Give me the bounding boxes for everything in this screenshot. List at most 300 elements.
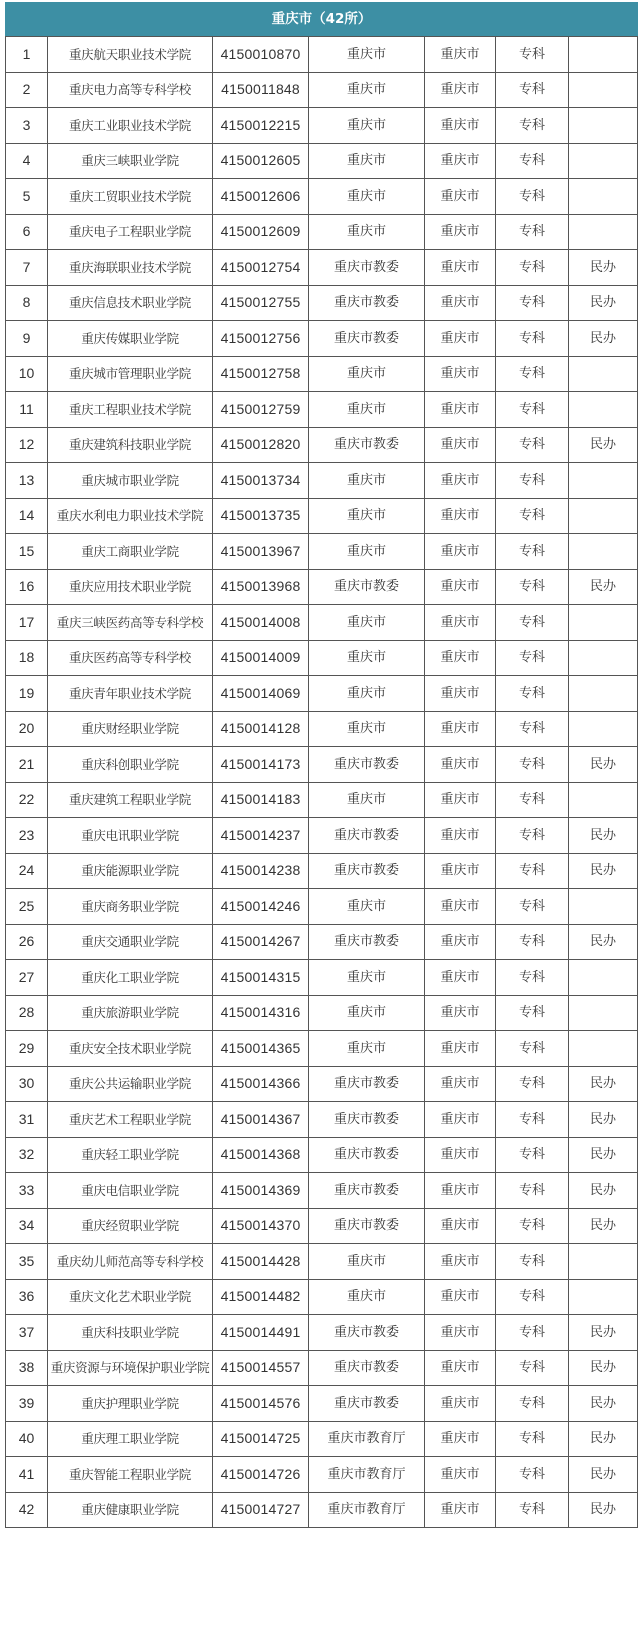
authority: 重庆市教委: [309, 818, 425, 854]
authority: 重庆市: [309, 1279, 425, 1315]
authority: 重庆市: [309, 1244, 425, 1280]
authority: 重庆市教委: [309, 924, 425, 960]
table-row: [6, 747, 638, 783]
authority: 重庆市教委: [309, 1350, 425, 1386]
level: 专科: [496, 1102, 569, 1138]
school-code: 4150014316: [213, 995, 309, 1031]
school-code: 4150014173: [213, 747, 309, 783]
city: 重庆市: [425, 1315, 496, 1351]
school-code: 4150014183: [213, 782, 309, 818]
note: [569, 143, 638, 179]
row-number: 20: [6, 711, 48, 747]
city: 重庆市: [425, 924, 496, 960]
row-number: 22: [6, 782, 48, 818]
table-row: [6, 1137, 638, 1173]
schools-table: [5, 2, 638, 1528]
row-number: 2: [6, 72, 48, 108]
school-code: 4150014727: [213, 1492, 309, 1528]
table-row: [6, 1208, 638, 1244]
table-row: [6, 569, 638, 605]
school-name: 重庆轻工职业学院: [48, 1137, 213, 1173]
table-row: [6, 498, 638, 534]
school-code: 4150014069: [213, 676, 309, 712]
school-name: 重庆文化艺术职业学院: [48, 1279, 213, 1315]
table-row: [6, 427, 638, 463]
row-number: 36: [6, 1279, 48, 1315]
level: 专科: [496, 818, 569, 854]
level: 专科: [496, 463, 569, 499]
school-code: 4150012759: [213, 392, 309, 428]
level: 专科: [496, 498, 569, 534]
note: 民办: [569, 818, 638, 854]
table-row: [6, 250, 638, 286]
school-name: 重庆电讯职业学院: [48, 818, 213, 854]
school-name: 重庆科创职业学院: [48, 747, 213, 783]
authority: 重庆市: [309, 143, 425, 179]
note: [569, 179, 638, 215]
authority: 重庆市教委: [309, 1102, 425, 1138]
note: 民办: [569, 924, 638, 960]
authority: 重庆市教委: [309, 1315, 425, 1351]
level: 专科: [496, 1066, 569, 1102]
city: 重庆市: [425, 179, 496, 215]
school-code: 4150014482: [213, 1279, 309, 1315]
school-code: 4150012606: [213, 179, 309, 215]
row-number: 11: [6, 392, 48, 428]
row-number: 16: [6, 569, 48, 605]
table-row: [6, 392, 638, 428]
row-number: 33: [6, 1173, 48, 1209]
school-name: 重庆建筑工程职业学院: [48, 782, 213, 818]
row-number: 28: [6, 995, 48, 1031]
school-name: 重庆医药高等专科学校: [48, 640, 213, 676]
city: 重庆市: [425, 321, 496, 357]
note: [569, 1244, 638, 1280]
city: 重庆市: [425, 1457, 496, 1493]
school-name: 重庆电力高等专科学校: [48, 72, 213, 108]
level: 专科: [496, 321, 569, 357]
school-name: 重庆电子工程职业学院: [48, 214, 213, 250]
school-name: 重庆科技职业学院: [48, 1315, 213, 1351]
school-name: 重庆交通职业学院: [48, 924, 213, 960]
city: 重庆市: [425, 143, 496, 179]
level: 专科: [496, 1315, 569, 1351]
note: 民办: [569, 1350, 638, 1386]
authority: 重庆市: [309, 356, 425, 392]
table-row: [6, 676, 638, 712]
row-number: 6: [6, 214, 48, 250]
table-row: [6, 463, 638, 499]
authority: 重庆市: [309, 214, 425, 250]
city: 重庆市: [425, 782, 496, 818]
school-code: 4150014008: [213, 605, 309, 641]
level: 专科: [496, 1492, 569, 1528]
school-code: 4150014725: [213, 1421, 309, 1457]
city: 重庆市: [425, 1137, 496, 1173]
school-name: 重庆健康职业学院: [48, 1492, 213, 1528]
row-number: 32: [6, 1137, 48, 1173]
row-number: 30: [6, 1066, 48, 1102]
city: 重庆市: [425, 427, 496, 463]
note: [569, 108, 638, 144]
authority: 重庆市: [309, 392, 425, 428]
authority: 重庆市教育厅: [309, 1457, 425, 1493]
row-number: 38: [6, 1350, 48, 1386]
level: 专科: [496, 960, 569, 996]
note: [569, 605, 638, 641]
authority: 重庆市: [309, 498, 425, 534]
school-name: 重庆航天职业技术学院: [48, 37, 213, 73]
city: 重庆市: [425, 1173, 496, 1209]
school-code: 4150014237: [213, 818, 309, 854]
row-number: 37: [6, 1315, 48, 1351]
note: [569, 72, 638, 108]
note: [569, 995, 638, 1031]
city: 重庆市: [425, 250, 496, 286]
level: 专科: [496, 1350, 569, 1386]
row-number: 39: [6, 1386, 48, 1422]
city: 重庆市: [425, 1386, 496, 1422]
table-row: [6, 1350, 638, 1386]
level: 专科: [496, 640, 569, 676]
authority: 重庆市: [309, 605, 425, 641]
table-row: [6, 605, 638, 641]
table-header-row: [6, 3, 638, 37]
note: 民办: [569, 427, 638, 463]
note: [569, 37, 638, 73]
school-name: 重庆理工职业学院: [48, 1421, 213, 1457]
city: 重庆市: [425, 1031, 496, 1067]
city: 重庆市: [425, 569, 496, 605]
note: 民办: [569, 569, 638, 605]
note: [569, 889, 638, 925]
authority: 重庆市: [309, 1031, 425, 1067]
authority: 重庆市教委: [309, 427, 425, 463]
row-number: 34: [6, 1208, 48, 1244]
level: 专科: [496, 1173, 569, 1209]
level: 专科: [496, 1244, 569, 1280]
authority: 重庆市: [309, 72, 425, 108]
authority: 重庆市: [309, 37, 425, 73]
level: 专科: [496, 1208, 569, 1244]
note: [569, 676, 638, 712]
table-row: [6, 1031, 638, 1067]
school-code: 4150013734: [213, 463, 309, 499]
school-code: 4150012820: [213, 427, 309, 463]
row-number: 21: [6, 747, 48, 783]
table-row: [6, 1279, 638, 1315]
table-row: [6, 1421, 638, 1457]
city: 重庆市: [425, 1492, 496, 1528]
city: 重庆市: [425, 1350, 496, 1386]
school-code: 4150014726: [213, 1457, 309, 1493]
school-name: 重庆能源职业学院: [48, 853, 213, 889]
school-code: 4150012754: [213, 250, 309, 286]
level: 专科: [496, 1137, 569, 1173]
city: 重庆市: [425, 853, 496, 889]
school-code: 4150010870: [213, 37, 309, 73]
table-row: [6, 853, 638, 889]
row-number: 27: [6, 960, 48, 996]
authority: 重庆市: [309, 676, 425, 712]
note: 民办: [569, 1173, 638, 1209]
school-code: 4150014366: [213, 1066, 309, 1102]
row-number: 26: [6, 924, 48, 960]
row-number: 10: [6, 356, 48, 392]
row-number: 4: [6, 143, 48, 179]
row-number: 31: [6, 1102, 48, 1138]
table-row: [6, 1244, 638, 1280]
table-row: [6, 1315, 638, 1351]
city: 重庆市: [425, 1421, 496, 1457]
school-code: 4150014491: [213, 1315, 309, 1351]
authority: 重庆市教育厅: [309, 1421, 425, 1457]
note: 民办: [569, 1102, 638, 1138]
school-name: 重庆旅游职业学院: [48, 995, 213, 1031]
level: 专科: [496, 995, 569, 1031]
school-code: 4150014557: [213, 1350, 309, 1386]
school-code: 4150014370: [213, 1208, 309, 1244]
note: 民办: [569, 1137, 638, 1173]
authority: 重庆市教委: [309, 1137, 425, 1173]
school-name: 重庆电信职业学院: [48, 1173, 213, 1209]
row-number: 24: [6, 853, 48, 889]
school-name: 重庆艺术工程职业学院: [48, 1102, 213, 1138]
row-number: 23: [6, 818, 48, 854]
table-row: [6, 72, 638, 108]
school-code: 4150012758: [213, 356, 309, 392]
school-code: 4150014367: [213, 1102, 309, 1138]
note: [569, 356, 638, 392]
table-row: [6, 179, 638, 215]
row-number: 7: [6, 250, 48, 286]
note: [569, 534, 638, 570]
note: 民办: [569, 853, 638, 889]
school-name: 重庆智能工程职业学院: [48, 1457, 213, 1493]
school-name: 重庆传媒职业学院: [48, 321, 213, 357]
table-row: [6, 782, 638, 818]
row-number: 25: [6, 889, 48, 925]
school-name: 重庆资源与环境保护职业学院: [48, 1350, 213, 1386]
row-number: 17: [6, 605, 48, 641]
table-row: [6, 214, 638, 250]
authority: 重庆市教委: [309, 853, 425, 889]
school-name: 重庆三峡医药高等专科学校: [48, 605, 213, 641]
authority: 重庆市教委: [309, 1208, 425, 1244]
level: 专科: [496, 1457, 569, 1493]
row-number: 12: [6, 427, 48, 463]
authority: 重庆市: [309, 463, 425, 499]
city: 重庆市: [425, 711, 496, 747]
authority: 重庆市: [309, 179, 425, 215]
row-number: 41: [6, 1457, 48, 1493]
row-number: 29: [6, 1031, 48, 1067]
school-name: 重庆水利电力职业技术学院: [48, 498, 213, 534]
row-number: 3: [6, 108, 48, 144]
row-number: 19: [6, 676, 48, 712]
level: 专科: [496, 605, 569, 641]
level: 专科: [496, 1386, 569, 1422]
note: 民办: [569, 1457, 638, 1493]
level: 专科: [496, 747, 569, 783]
city: 重庆市: [425, 356, 496, 392]
note: [569, 392, 638, 428]
authority: 重庆市: [309, 711, 425, 747]
level: 专科: [496, 179, 569, 215]
school-code: 4150014315: [213, 960, 309, 996]
school-name: 重庆护理职业学院: [48, 1386, 213, 1422]
city: 重庆市: [425, 1066, 496, 1102]
table-row: [6, 1173, 638, 1209]
authority: 重庆市教委: [309, 569, 425, 605]
row-number: 42: [6, 1492, 48, 1528]
table-row: [6, 1492, 638, 1528]
city: 重庆市: [425, 1102, 496, 1138]
city: 重庆市: [425, 889, 496, 925]
city: 重庆市: [425, 960, 496, 996]
school-name: 重庆财经职业学院: [48, 711, 213, 747]
row-number: 13: [6, 463, 48, 499]
school-code: 4150013735: [213, 498, 309, 534]
table-row: [6, 960, 638, 996]
note: 民办: [569, 1421, 638, 1457]
table-row: [6, 534, 638, 570]
row-number: 15: [6, 534, 48, 570]
city: 重庆市: [425, 1208, 496, 1244]
school-name: 重庆建筑科技职业学院: [48, 427, 213, 463]
table-row: [6, 924, 638, 960]
school-name: 重庆青年职业技术学院: [48, 676, 213, 712]
level: 专科: [496, 250, 569, 286]
row-number: 18: [6, 640, 48, 676]
table-title: 重庆市（42所）: [6, 3, 638, 37]
note: 民办: [569, 321, 638, 357]
authority: 重庆市教委: [309, 250, 425, 286]
school-name: 重庆经贸职业学院: [48, 1208, 213, 1244]
city: 重庆市: [425, 747, 496, 783]
level: 专科: [496, 37, 569, 73]
authority: 重庆市: [309, 782, 425, 818]
level: 专科: [496, 427, 569, 463]
school-code: 4150012215: [213, 108, 309, 144]
city: 重庆市: [425, 676, 496, 712]
school-code: 4150014238: [213, 853, 309, 889]
row-number: 8: [6, 285, 48, 321]
city: 重庆市: [425, 534, 496, 570]
school-name: 重庆幼儿师范高等专科学校: [48, 1244, 213, 1280]
school-code: 4150014267: [213, 924, 309, 960]
level: 专科: [496, 711, 569, 747]
note: 民办: [569, 250, 638, 286]
school-code: 4150013968: [213, 569, 309, 605]
school-name: 重庆信息技术职业学院: [48, 285, 213, 321]
level: 专科: [496, 143, 569, 179]
city: 重庆市: [425, 498, 496, 534]
authority: 重庆市教委: [309, 747, 425, 783]
city: 重庆市: [425, 214, 496, 250]
row-number: 9: [6, 321, 48, 357]
school-name: 重庆工程职业技术学院: [48, 392, 213, 428]
authority: 重庆市: [309, 640, 425, 676]
row-number: 40: [6, 1421, 48, 1457]
authority: 重庆市教委: [309, 321, 425, 357]
table-row: [6, 995, 638, 1031]
note: 民办: [569, 747, 638, 783]
note: [569, 498, 638, 534]
table-row: [6, 356, 638, 392]
school-code: 4150014368: [213, 1137, 309, 1173]
authority: 重庆市: [309, 960, 425, 996]
note: [569, 463, 638, 499]
school-name: 重庆应用技术职业学院: [48, 569, 213, 605]
table-row: [6, 285, 638, 321]
authority: 重庆市教委: [309, 1173, 425, 1209]
table-row: [6, 37, 638, 73]
level: 专科: [496, 1421, 569, 1457]
school-code: 4150014576: [213, 1386, 309, 1422]
school-name: 重庆城市管理职业学院: [48, 356, 213, 392]
table-row: [6, 889, 638, 925]
table-row: [6, 143, 638, 179]
school-name: 重庆工贸职业技术学院: [48, 179, 213, 215]
city: 重庆市: [425, 463, 496, 499]
school-code: 4150011848: [213, 72, 309, 108]
city: 重庆市: [425, 640, 496, 676]
school-name: 重庆化工职业学院: [48, 960, 213, 996]
city: 重庆市: [425, 37, 496, 73]
school-code: 4150014128: [213, 711, 309, 747]
row-number: 1: [6, 37, 48, 73]
level: 专科: [496, 569, 569, 605]
level: 专科: [496, 676, 569, 712]
authority: 重庆市教育厅: [309, 1492, 425, 1528]
city: 重庆市: [425, 1279, 496, 1315]
table-row: [6, 1386, 638, 1422]
level: 专科: [496, 853, 569, 889]
school-name: 重庆海联职业技术学院: [48, 250, 213, 286]
level: 专科: [496, 782, 569, 818]
level: 专科: [496, 356, 569, 392]
note: [569, 711, 638, 747]
city: 重庆市: [425, 1244, 496, 1280]
authority: 重庆市: [309, 534, 425, 570]
note: [569, 1279, 638, 1315]
table-row: [6, 1457, 638, 1493]
school-name: 重庆工商职业学院: [48, 534, 213, 570]
school-code: 4150012755: [213, 285, 309, 321]
city: 重庆市: [425, 72, 496, 108]
city: 重庆市: [425, 392, 496, 428]
authority: 重庆市教委: [309, 1066, 425, 1102]
school-code: 4150013967: [213, 534, 309, 570]
row-number: 5: [6, 179, 48, 215]
school-code: 4150014428: [213, 1244, 309, 1280]
authority: 重庆市: [309, 889, 425, 925]
level: 专科: [496, 285, 569, 321]
row-number: 35: [6, 1244, 48, 1280]
authority: 重庆市教委: [309, 1386, 425, 1422]
note: 民办: [569, 285, 638, 321]
note: 民办: [569, 1315, 638, 1351]
city: 重庆市: [425, 818, 496, 854]
authority: 重庆市: [309, 108, 425, 144]
city: 重庆市: [425, 605, 496, 641]
school-name: 重庆三峡职业学院: [48, 143, 213, 179]
table-row: [6, 321, 638, 357]
table-row: [6, 1102, 638, 1138]
school-code: 4150012605: [213, 143, 309, 179]
note: [569, 214, 638, 250]
